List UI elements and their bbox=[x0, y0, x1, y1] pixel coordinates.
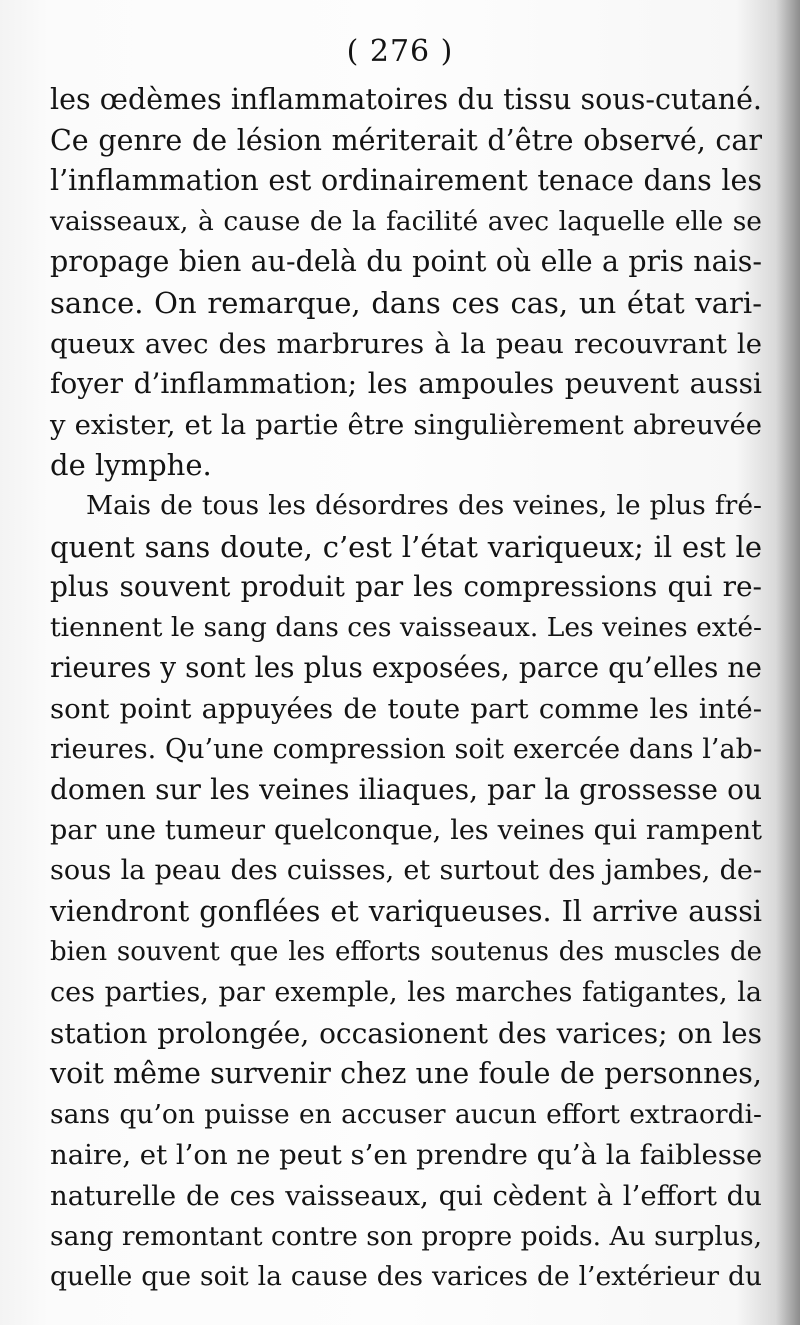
text-line: station prolongée, occasionent des varices; on les bbox=[50, 1016, 762, 1050]
text-line: plus souvent produit par les compressions qui re- bbox=[50, 570, 762, 604]
text-line: tiennent le sang dans ces vaisseaux. Les veines exté- bbox=[50, 611, 762, 643]
text-line: foyer d’inflammation; les ampoules peuvent aussi bbox=[50, 367, 762, 401]
page-number: ( 276 ) bbox=[346, 34, 454, 69]
text-line: rieures y sont les plus exposées, parce qu’elles ne bbox=[50, 651, 762, 685]
text-line: sans qu’on puisse en accuser aucun effort extraordi- bbox=[50, 1098, 762, 1130]
text-line: ces parties, par exemple, les marches fatigantes, la bbox=[50, 977, 762, 1009]
text-line: les œdèmes inflammatoires du tissu sous-cutané. bbox=[50, 83, 762, 116]
text-line: vaisseaux, à cause de la facilité avec laquelle elle se bbox=[50, 205, 762, 237]
text-line: naire, et l’on ne peut s’en prendre qu’à la faiblesse bbox=[50, 1139, 763, 1172]
page-text bbox=[50, 80, 762, 1298]
text-line: propage bien au-delà du point où elle a pris nais- bbox=[50, 245, 762, 279]
text-line: sous la peau des cuisses, et surtout des jambes, de- bbox=[50, 855, 762, 887]
text-line: Ce genre de lésion mériterait d’être observé, car bbox=[50, 123, 762, 157]
text-line: naturelle de ces vaisseaux, qui cèdent à l’effort du bbox=[50, 1180, 762, 1213]
text-line: bien souvent que les efforts soutenus des muscles de bbox=[50, 937, 762, 968]
text-line: par une tumeur quelconque, les veines qui rampent bbox=[50, 814, 762, 846]
text-line: queux avec des marbrures à la peau recouvrant le bbox=[50, 327, 762, 360]
text-line: quelle que soit la cause des varices de l’extérieur du bbox=[50, 1261, 762, 1293]
text-line: sance. On remarque, dans ces cas, un état vari- bbox=[50, 285, 762, 320]
text-line: viendront gonflées et variqueuses. Il arrive aussi bbox=[50, 894, 762, 928]
text-line: rieures. Qu’une compression soit exercée dans l’ab- bbox=[50, 733, 762, 765]
text-line: sont point appuyées de toute part comme les inté- bbox=[50, 692, 762, 725]
text-line: l’inflammation est ordinairement tenace dans les bbox=[50, 164, 762, 198]
text-line: quent sans doute, c’est l’état variqueux; il est le bbox=[50, 529, 762, 564]
text-line: domen sur les veines iliaques, par la grossesse ou bbox=[50, 773, 762, 807]
text-line: voit même survenir chez une foule de personnes, bbox=[50, 1057, 762, 1091]
paragraph-end-line: de lymphe. bbox=[50, 448, 212, 483]
text-line: y exister, et la partie être singulièrement abreuvée bbox=[50, 408, 762, 441]
paragraph-start-line: Mais de tous les désordres des veines, le plus fré- bbox=[86, 489, 762, 521]
text-line: sang remontant contre son propre poids. Au surplus, bbox=[50, 1220, 762, 1252]
